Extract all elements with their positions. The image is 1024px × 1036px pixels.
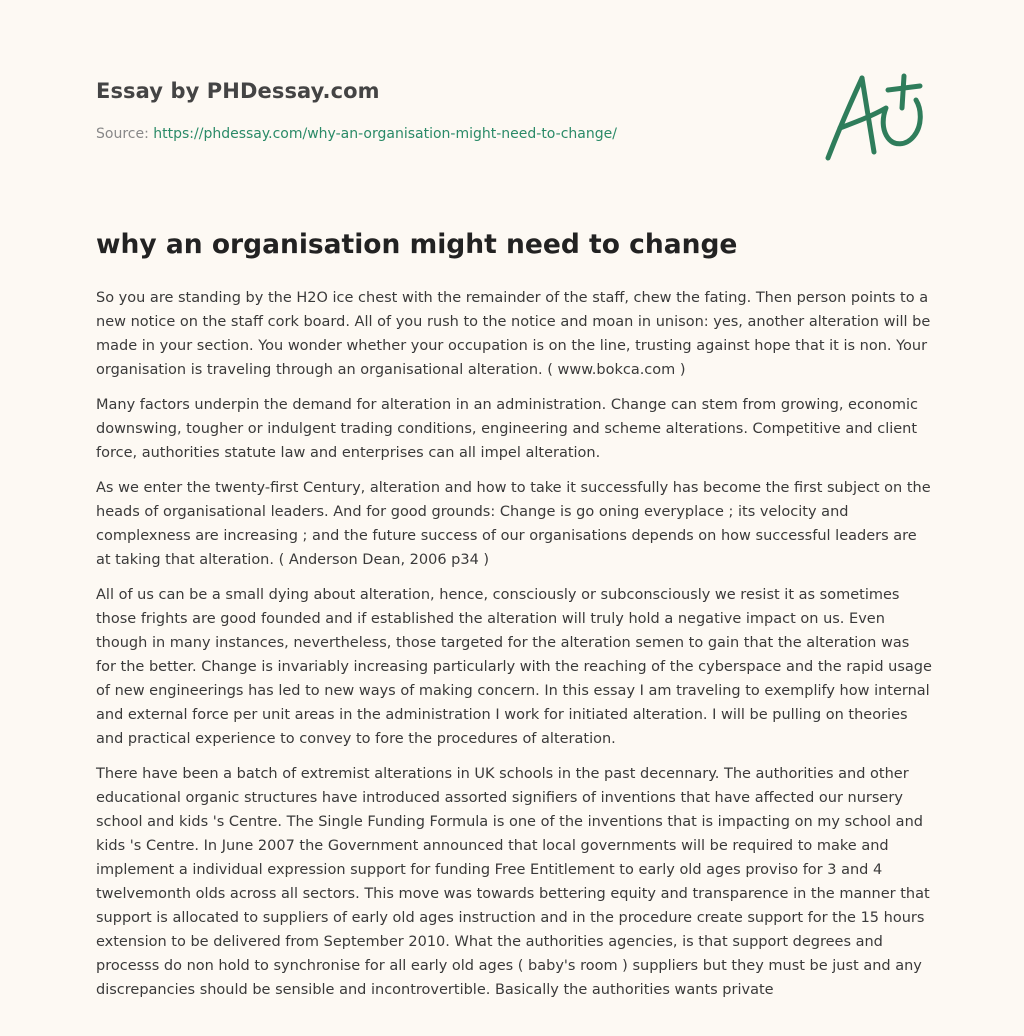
a-plus-grade-icon (822, 66, 928, 164)
essay-body (96, 286, 932, 1013)
essay-paragraph: So you are standing by the H2O ice chest with the remainder of the staff, chew the fating. Then person points to a new notice on the staff cork board. All of you rush to the notice and moan in unison: yes, another alteration will be made in your section. You wonder whether your occupation is on the line, trusting against hope that it is non. Your organisation is traveling through an organisational alteration. ( www.bokca.com ) (96, 290, 931, 378)
site-title: Essay by PHDessay.com (96, 79, 380, 103)
essay-paragraph: There have been a batch of extremist alterations in UK schools in the past decennary. The authorities and other educational organic structures have introduced assorted signifiers of inventions that have affected our nursery school and kids 's Centre. The Single Funding Formula is one of the inventions that is impacting on my school and kids 's Centre. In June 2007 the Government announced that local governments will be required to make and implement a individual expression support for funding Free Entitlement to early old ages proviso for 3 and 4 twelvemonth olds across all sectors. This move was towards bettering equity and transparence in the manner that support is allocated to suppliers of early old ages instruction and in the procedure create support for the 15 hours extension to be delivered from September 2010. What the authorities agencies, is that support degrees and processs do non hold to synchronise for all early old ages ( baby's room ) suppliers but they must be just and any discrepancies should be sensible and incontrovertible. Basically the authorities wants private (96, 766, 930, 998)
source-line (96, 125, 736, 143)
essay-header (96, 78, 736, 143)
essay-title: why an organisation might need to change (96, 229, 738, 260)
essay-paragraph: As we enter the twenty-first Century, alteration and how to take it successfully has become the first subject on the heads of organisational leaders. And for good grounds: Change is go oning everyplace ; its velocity and complexness are increasing ; and the future success of our organisations depends on how successful leaders are at taking that alteration. ( Anderson Dean, 2006 p34 ) (96, 480, 931, 568)
essay-paragraph: All of us can be a small dying about alteration, hence, consciously or subconsciously we resist it as sometimes those frights are good founded and if established the alteration will truly hold a negative impact on us. Even though in many instances, nevertheless, those targeted for the alteration semen to gain that the alteration was for the better. Change is invariably increasing particularly with the reaching of the cyberspace and the rapid usage of new engineerings has led to new ways of making concern. In this essay I am traveling to exemplify how internal and external force per unit areas in the administration I work for initiated alteration. I will be pulling on theories and practical experience to convey to fore the procedures of alteration. (96, 587, 932, 747)
source-label: Source: (96, 126, 149, 142)
essay-paragraph: Many factors underpin the demand for alteration in an administration. Change can stem from growing, economic downswing, tougher or indulgent trading conditions, engineering and scheme alterations. Competitive and client force, authorities statute law and enterprises can all impel alteration. (96, 397, 919, 461)
source-link[interactable]: https://phdessay.com/why-an-organisation-might-need-to-change/ (153, 126, 617, 142)
